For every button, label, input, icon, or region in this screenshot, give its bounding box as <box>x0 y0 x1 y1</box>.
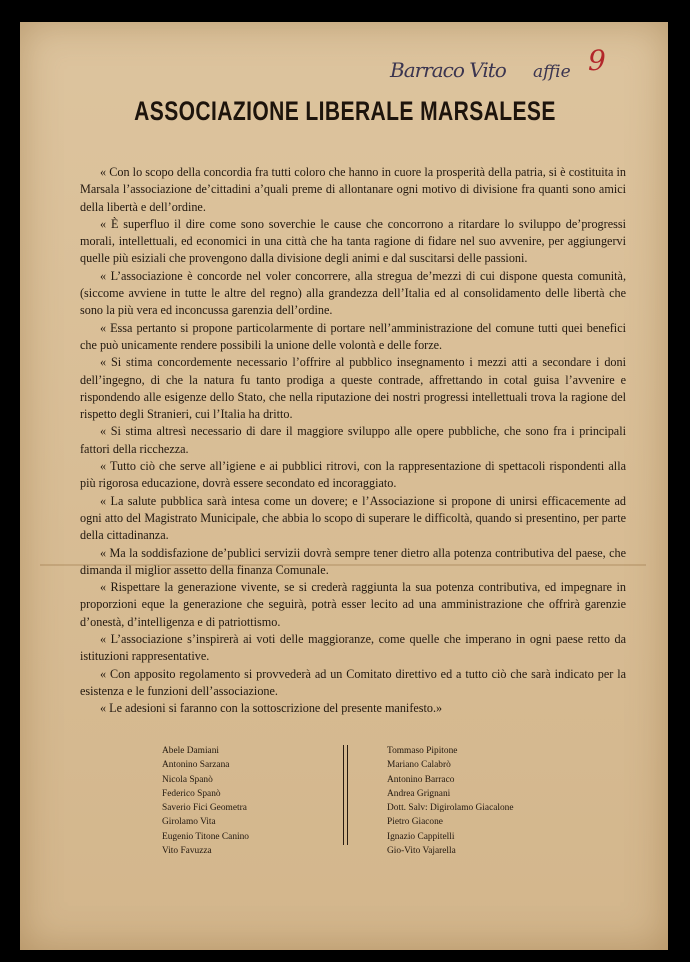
paragraph: « Rispettare la generazione vivente, se si crederà raggiunta la sua potenza contributiva, ed impegnare in proporzioni eque la generazione che seguirà, potrà esser lecito ad una amministrazione che offrirà garenzie d’onestà, d’intelligenza e di patriottismo. <box>80 580 626 629</box>
manifesto-body <box>80 164 626 718</box>
signer-name: Federico Spanò <box>162 788 221 799</box>
document-title: ASSOCIAZIONE LIBERALE MARSALESE <box>134 96 556 126</box>
handwritten-annotation <box>388 44 628 92</box>
paragraph: « La salute pubblica sarà intesa come un dovere; e l’Associazione si propone di unirsi efficacemente ad ogni atto del Magistrato Municipale, che abbia lo scopo di superare le difficoltà, quando si presentino, per parte della cittadinanza. <box>80 493 626 543</box>
paragraph: « Essa pertanto si propone particolarmente di portare nell’amministrazione del comune tutti quei benefici che può unicamente rendere possibili la unione delle volontà e delle forze. <box>80 320 626 352</box>
signers-right-column <box>387 744 514 858</box>
signer-name: Gio-Vito Vajarella <box>387 846 456 857</box>
annotation-number: 9 <box>588 44 606 77</box>
signer-name: Vito Favuzza <box>162 846 212 857</box>
signer-name: Ignazio Cappitelli <box>387 831 455 842</box>
signer-name: Nicola Spanò <box>162 774 213 785</box>
signer-name: Eugenio Titone Canino <box>162 831 249 842</box>
signers-left-column <box>162 744 249 858</box>
signer-name: Dott. Salv: Digirolamo Giacalone <box>387 803 514 814</box>
signer-name: Abele Damiani <box>162 746 220 756</box>
paragraph: « Ma la soddisfazione de’publici servizii dovrà sempre tener dietro alla potenza contributiva del paese, che dimanda il miglior assetto della finanza Comunale. <box>80 545 626 577</box>
column-divider <box>343 745 348 845</box>
paragraph: « Tutto ciò che serve all’igiene e ai pubblici ritrovi, con la rappresentazione di spettacoli rispondenti alla più rigorosa educazione, dovrà essere secondato ed incoraggiato. <box>80 459 626 491</box>
signer-name: Andrea Grignani <box>387 788 451 799</box>
annotation-name: Barraco Vito <box>390 58 506 82</box>
signer-name: Mariano Calabrò <box>387 760 451 771</box>
signer-name: Pietro Giacone <box>387 817 443 828</box>
signer-name: Saverio Fici Geometra <box>162 803 247 814</box>
paragraph: « Si stima concordemente necessario l’offrire al pubblico insegnamento i mezzi atti a secondare i doni dell’ingegno, di che la natura fu tanto prodiga a queste contrade, affrettando in cotal guisa l’avvenire e rispondendo alle esigenze dello Stato, che nella riputazione dei nostri progressi intellettuali trova la ragione del rispetto degli Stranieri, cui l’Italia ha dritto. <box>80 355 626 422</box>
paragraph: « Si stima altresì necessario di dare il maggiore sviluppo alle opere pubbliche, che sono fra i principali fattori della ricchezza. <box>80 424 626 456</box>
annotation-page: affie <box>533 62 571 82</box>
signer-name: Girolamo Vita <box>162 817 216 828</box>
paragraph: « L’associazione s’inspirerà ai voti delle maggioranze, come quelle che imperano in ogni paese retto da istituzioni rappresentative. <box>80 632 626 664</box>
paragraph: « Le adesioni si faranno con la sottoscrizione del presente manifesto.» <box>100 701 443 716</box>
paragraph: « È superfluo il dire come sono soverchie le cause che concorrono a ritardare lo sviluppo de’progressi morali, intellettuali, ed economici in una città che ha tanta ragione di fidare nel suo avvenire, per aggiungervi quelle più esiziali che provengono dalla divisione degli animi e dal suscitarsi delle passioni. <box>80 216 626 266</box>
paragraph: « L’associazione è concorde nel voler concorrere, alla stregua de’mezzi di cui dispone questa comunità, (siccome avviene in tutte le altre del regno) alla grandezza dell’Italia ed al consolidamento delle libertà che sono la più vera ed inconcussa garenzia dell’ordine. <box>80 268 626 318</box>
signer-name: Antonino Barraco <box>387 774 455 785</box>
paragraph: « Con apposito regolamento si provvederà ad un Comitato direttivo ed a tutto ciò che sarà indicato per la esistenza e le funzioni dell’associazione. <box>80 666 626 698</box>
paragraph: « Con lo scopo della concordia fra tutti coloro che hanno in cuore la prosperità della patria, si è costituita in Marsala l’associazione de’cittadini a’quali preme di allontanare ogni motivo di divisione fra quanti sono amici della libertà e dell’ordine. <box>80 165 626 214</box>
signer-name: Tommaso Pipitone <box>387 746 458 756</box>
signer-name: Antonino Sarzana <box>162 760 230 771</box>
